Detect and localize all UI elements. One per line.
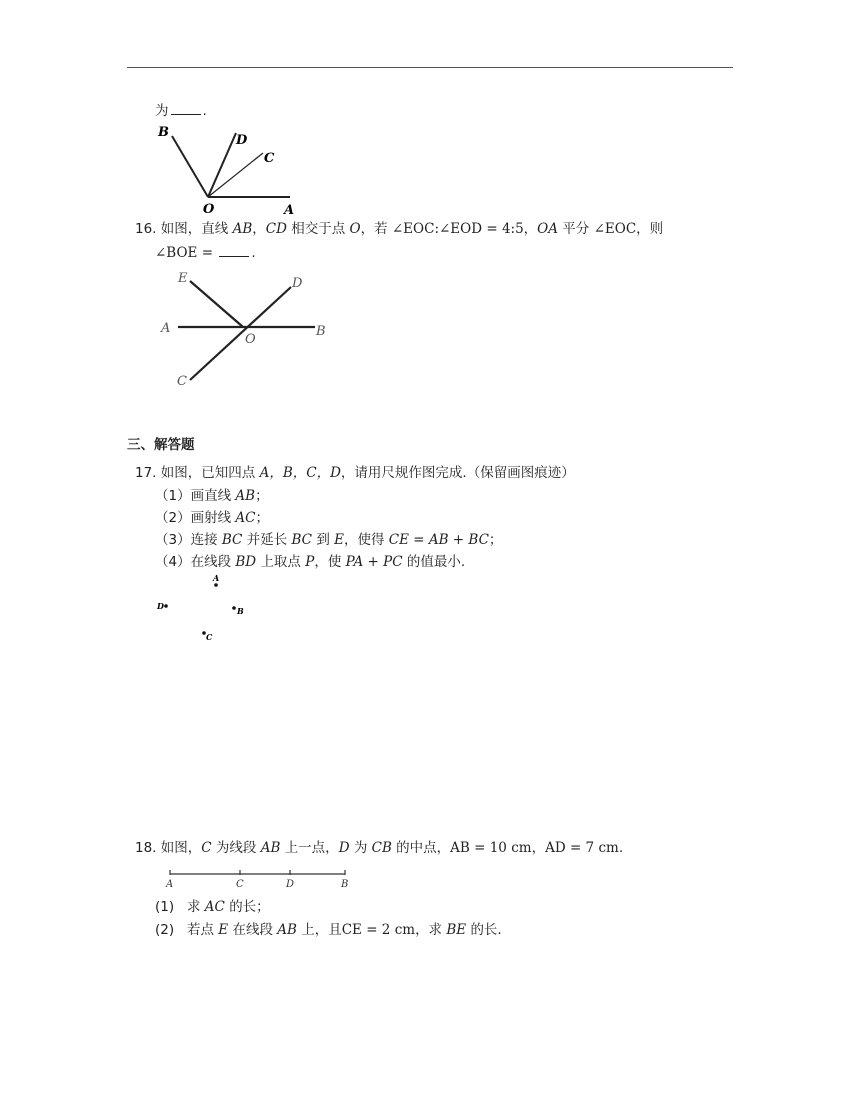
answer-blank[interactable] xyxy=(171,102,201,115)
label-e: E xyxy=(178,271,188,286)
point-d xyxy=(164,604,168,608)
ray-od xyxy=(208,133,236,197)
q18-sub-1: (1) 求 AC 的长； xyxy=(155,899,270,915)
ray-ob xyxy=(172,136,208,197)
label-a: A xyxy=(213,573,220,583)
q17-item-4: （4）在线段 BD 上取点 P，使 PA + PC 的值最小. xyxy=(155,554,466,570)
label-d: D xyxy=(157,601,164,611)
label-a: A xyxy=(284,203,295,218)
label-c: C xyxy=(264,151,275,166)
label-d: D xyxy=(292,276,303,291)
q17-figure xyxy=(150,572,260,647)
label-b: B xyxy=(316,324,326,339)
label-c: C xyxy=(177,374,187,389)
q17-item-1: （1）画直线 AB； xyxy=(155,488,269,504)
q17-item-2: （2）画射线 AC； xyxy=(155,510,269,526)
q16-stem-line2: ∠BOE = . xyxy=(155,245,256,261)
label-a: A xyxy=(161,321,171,336)
ray-oc xyxy=(208,153,263,197)
point-b xyxy=(232,606,236,610)
label-d: D xyxy=(236,133,248,148)
q15-tail: 为 . xyxy=(155,103,207,119)
label-b: B xyxy=(158,125,169,140)
label-o: O xyxy=(245,332,256,347)
label-b: B xyxy=(341,879,349,890)
q17-stem: 17. 如图，已知四点 A，B，C，D，请用尺规作图完成.（保留画图痕迹） xyxy=(135,465,575,481)
point-a xyxy=(214,583,218,587)
line-cd xyxy=(190,287,291,380)
section-title: 三、解答题 xyxy=(127,437,195,453)
q15-figure xyxy=(150,120,300,220)
q18-stem: 18. 如图，C 为线段 AB 上一点，D 为 CB 的中点，AB = 10 cm，AD = 7 cm. xyxy=(135,840,624,856)
q16-stem: 16. 如图，直线 AB，CD 相交于点 O，若 ∠EOC:∠EOD = 4:5，OA 平分 ∠EOC，则 xyxy=(135,221,664,237)
q18-sub-2: (2) 若点 E 在线段 AB 上，且CE = 2 cm，求 BE 的长. xyxy=(155,922,502,938)
label-a: A xyxy=(166,879,174,890)
header-rule xyxy=(127,67,733,68)
q18-figure xyxy=(160,866,360,894)
label-d: D xyxy=(286,879,295,890)
ray-oe xyxy=(190,281,243,327)
q16-figure xyxy=(155,265,345,395)
label-c: C xyxy=(236,879,244,890)
label-o: O xyxy=(203,202,215,217)
label-c: C xyxy=(206,632,213,642)
q17-item-3: （3）连接 BC 并延长 BC 到 E，使得 CE = AB + BC； xyxy=(155,532,503,548)
answer-blank[interactable] xyxy=(219,244,249,257)
label-b: B xyxy=(237,606,244,616)
